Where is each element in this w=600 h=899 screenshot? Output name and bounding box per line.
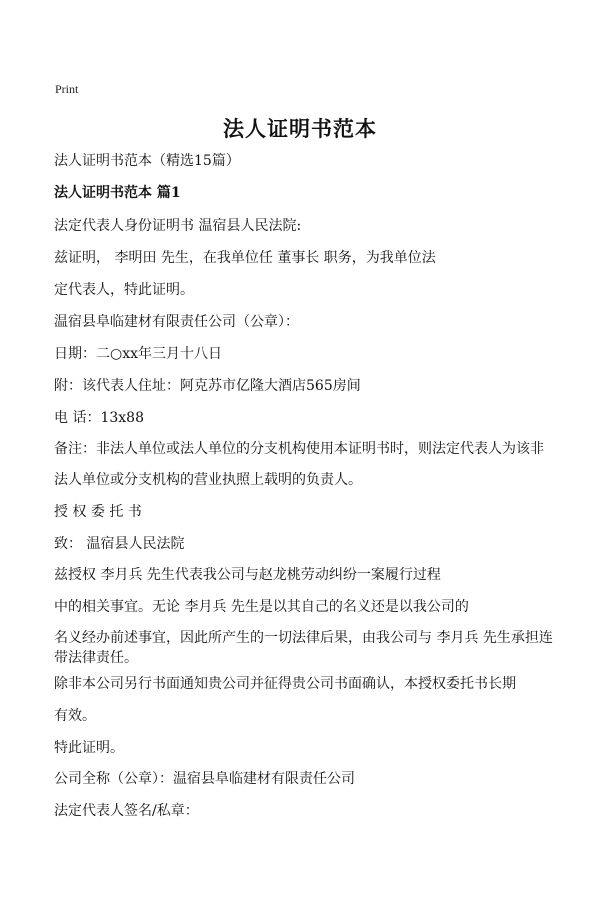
- paragraph-line: 兹授权 李月兵 先生代表我公司与赵龙桃劳动纠纷一案履行过程: [54, 567, 441, 583]
- date-line: 日期：二○xx年三月十八日: [54, 346, 223, 362]
- note-line: 法人单位或分支机构的营业执照上载明的负责人。: [54, 472, 362, 488]
- print-link[interactable]: Print: [55, 82, 79, 96]
- paragraph-line: 有效。: [54, 708, 96, 724]
- signature-line: 法定代表人签名/私章：: [54, 803, 199, 819]
- paragraph-line: 法定代表人身份证明书 温宿县人民法院:: [54, 218, 302, 234]
- phone-line: 电 话：13x88: [54, 410, 144, 426]
- note-line: 备注：非法人单位或法人单位的分支机构使用本证明书时，则法定代表人为该非: [54, 441, 544, 457]
- paragraph-line: 温宿县阜临建材有限责任公司（公章）：: [54, 314, 299, 330]
- document-title: 法人证明书范本: [223, 116, 377, 141]
- company-line: 公司全称（公章）：温宿县阜临建材有限责任公司: [54, 771, 355, 787]
- paragraph-line: 兹证明， 李明田 先生，在我单位任 董事长 职务，为我单位法: [54, 250, 436, 266]
- paragraph-line: 定代表人，特此证明。: [54, 282, 194, 298]
- doc-subtitle: 法人证明书范本（精选15篇）: [54, 153, 240, 169]
- section-heading: 法人证明书范本 篇1: [54, 185, 181, 201]
- paragraph-line: 名义经办前述事宜，因此所产生的一切法律后果，由我公司与 李月兵 先生承担连带法律责任。: [54, 630, 553, 666]
- recipient-line: 致： 温宿县人民法院: [54, 536, 185, 552]
- section-heading: 授 权 委 托 书: [54, 504, 142, 520]
- address-line: 附：该代表人住址：阿克苏市亿隆大酒店565房间: [54, 378, 361, 394]
- paragraph-line: 中的相关事宜。无论 李月兵 先生是以其自己的名义还是以我公司的: [54, 599, 469, 615]
- paragraph-line: 特此证明。: [54, 740, 124, 756]
- paragraph-line: 除非本公司另行书面通知贵公司并征得贵公司书面确认，本授权委托书长期: [54, 676, 516, 692]
